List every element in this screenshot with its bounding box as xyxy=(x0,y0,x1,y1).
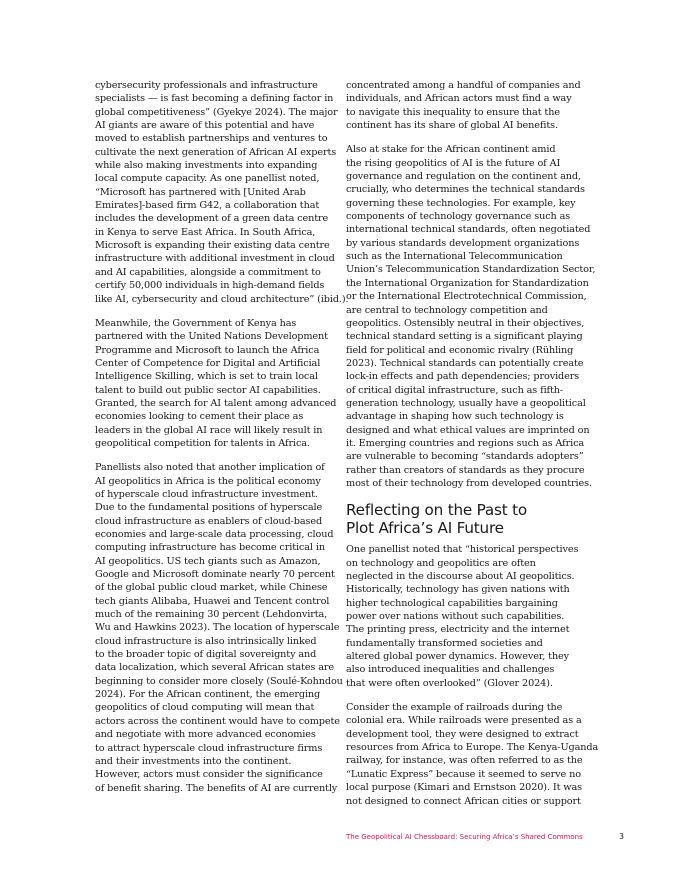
text-line: includes the development of a green data centre xyxy=(95,213,329,225)
right-column-before-heading xyxy=(346,79,596,490)
text-line: fundamentally transformed societies and xyxy=(346,637,543,649)
text-line: One panellist noted that “historical perspectives xyxy=(346,544,579,556)
text-line: geopolitics. Ostensibly neutral in their objectives, xyxy=(346,317,585,329)
text-line: to the broader topic of digital sovereignty and xyxy=(95,649,317,661)
text-line: not designed to connect African cities or support xyxy=(346,795,581,807)
text-line: moved to establish partnerships and ventures to xyxy=(95,133,328,145)
text-line: continent has its share of global AI benefits. xyxy=(346,120,558,132)
text-line: Granted, the search for AI talent among advanced xyxy=(95,397,337,409)
text-line: Also at stake for the African continent amid xyxy=(346,144,556,156)
text-line: concentrated among a handful of companies and xyxy=(346,80,581,91)
left-column xyxy=(95,79,349,806)
body-paragraph xyxy=(95,317,340,450)
text-line: altered global power dynamics. However, they xyxy=(346,651,570,663)
text-line: Emirates]-based firm G42, a collaboration that xyxy=(95,200,320,212)
text-line: of hyperscale cloud infrastructure investment. xyxy=(95,488,318,500)
text-line: Microsoft is expanding their existing data centre xyxy=(95,240,330,252)
text-line: economies and large-scale data processing, cloud xyxy=(95,529,334,540)
text-line: leaders in the global AI race will likely result in xyxy=(95,424,323,436)
page-number: 3 xyxy=(619,832,625,841)
text-line: computing infrastructure has become critical in xyxy=(95,542,325,554)
text-line: Due to the fundamental positions of hyperscale xyxy=(95,502,323,514)
section-heading xyxy=(346,501,586,537)
text-line: specialists — is fast becoming a defining factor in xyxy=(95,93,334,105)
text-line: cloud infrastructure is also intrinsically linked xyxy=(95,635,317,647)
text-line: generation technology, usually have a geopolitical xyxy=(346,397,586,409)
text-line: AI geopolitics in Africa is the political economy xyxy=(95,475,321,487)
text-line: designed and what ethical values are imprinted on xyxy=(346,424,590,436)
text-line: colonial era. While railroads were presented as a xyxy=(346,715,582,727)
text-line: while also making investments into expanding xyxy=(95,160,318,172)
text-line: partnered with the United Nations Development xyxy=(95,331,328,343)
text-line: Intelligence Skilling, which is set to train local xyxy=(95,371,318,383)
text-line: the rising geopolitics of AI is the future of AI xyxy=(346,157,561,169)
text-line: in Kenya to serve East Africa. In South Africa, xyxy=(95,226,316,238)
text-line: most of their technology from developed countries. xyxy=(346,477,592,489)
text-line: such as the International Telecommunication xyxy=(346,251,563,263)
text-line: However, actors must consider the significance xyxy=(95,769,323,781)
text-line: to navigate this inequality to ensure that the xyxy=(346,106,560,118)
right-column-after-heading xyxy=(346,543,599,808)
text-line: local compute capacity. As one panellist noted, xyxy=(95,173,320,185)
body-paragraph xyxy=(346,543,586,690)
text-line: “Lunatic Express” because it seemed to serve no xyxy=(346,768,581,780)
text-line: of the global public cloud market, while Chinese xyxy=(95,582,328,594)
text-line: advantage in shaping how such technology is xyxy=(346,411,564,423)
text-line: are vulnerable to becoming “standards adopters” xyxy=(346,451,584,463)
text-line: higher technological capabilities bargaining xyxy=(346,597,558,609)
text-line: cloud infrastructure as enablers of cloud-based xyxy=(95,515,323,527)
text-line: international technical standards, often negotiated xyxy=(346,224,591,236)
text-line: 2023). Technical standards can potentially create xyxy=(346,357,584,369)
text-line: infrastructure with additional investment in cloud xyxy=(95,253,335,265)
text-line: much of the remaining 30 percent (Lehdonvirta, xyxy=(95,609,328,621)
text-line: geopolitics of cloud computing will mean that xyxy=(95,702,315,714)
body-paragraph xyxy=(346,701,599,808)
text-line: crucially, who determines the technical standards xyxy=(346,184,585,196)
text-line: cultivate the next generation of African AI experts xyxy=(95,146,337,158)
text-line: data localization, which several African states are xyxy=(95,662,335,674)
text-line: Center of Competence for Digital and Artificial xyxy=(95,357,321,369)
text-line: on technology and geopolitics are often xyxy=(346,557,536,569)
right-column xyxy=(346,79,599,819)
text-line: 2024). For the African continent, the emerging xyxy=(95,689,321,701)
text-line: certify 50,000 individuals in high-demand fields xyxy=(95,280,325,292)
text-line: also introduced inequalities and challenges xyxy=(346,664,555,676)
text-line: Programme and Microsoft to launch the Africa xyxy=(95,344,320,356)
text-line: and negotiate with more advanced economies xyxy=(95,729,316,741)
text-line: and their investments into the continent. xyxy=(95,755,292,767)
body-paragraph xyxy=(95,461,343,795)
text-line: it. Emerging countries and regions such as Africa xyxy=(346,437,585,449)
text-line: field for political and economic rivalry (Rühling xyxy=(346,344,574,356)
text-line: that were often overlooked” (Glover 2024). xyxy=(346,677,553,689)
text-line: governance and regulation on the continent and, xyxy=(346,171,581,183)
text-line: Consider the example of railroads during the xyxy=(346,702,563,714)
text-line: of critical digital infrastructure, such as fifth- xyxy=(346,384,564,396)
text-line: AI geopolitics. US tech giants such as Amazon, xyxy=(95,555,321,567)
text-line: Google and Microsoft dominate nearly 70 percent xyxy=(95,569,335,581)
text-line: Meanwhile, the Government of Kenya has xyxy=(95,317,297,329)
text-line: tech giants Alibaba, Huawei and Tencent control xyxy=(95,595,330,607)
section-heading-line: Plot Africa’s AI Future xyxy=(346,519,504,538)
text-line: “Microsoft has partnered with [United Arab xyxy=(95,186,306,198)
text-line: and AI capabilities, alongside a commitment to xyxy=(95,266,321,278)
text-line: technical standard setting is a significant playing xyxy=(346,331,583,343)
text-line: lock-in effects and path dependencies; providers xyxy=(346,371,580,383)
text-line: development tool, they were designed to extract xyxy=(346,728,579,740)
text-line: talent to build out public sector AI capabilities. xyxy=(95,384,321,396)
text-line: are central to technology competition and xyxy=(346,304,548,316)
text-line: beginning to consider more closely (Soulé-Kohndou xyxy=(95,675,343,687)
text-line: Union’s Telecommunication Standardization Sector, xyxy=(346,264,596,276)
text-line: Historically, technology has given nations with xyxy=(346,584,570,596)
text-line: cybersecurity professionals and infrastructure xyxy=(95,80,318,91)
text-line: rather than creators of standards as they procure xyxy=(346,464,585,476)
text-line: neglected in the discourse about AI geopolitics. xyxy=(346,571,575,582)
text-line: resources from Africa to Europe. The Kenya-Uganda xyxy=(346,742,599,754)
text-line: of benefit sharing. The benefits of AI are currently xyxy=(95,782,338,794)
text-line: components of technology governance such as xyxy=(346,211,571,223)
text-line: Panellists also noted that another implication of xyxy=(95,462,325,474)
text-line: or the International Electrotechnical Commission, xyxy=(346,291,587,303)
text-line: global competitiveness” (Gyekye 2024). The major xyxy=(95,106,338,118)
body-paragraph xyxy=(346,79,586,132)
text-line: actors across the continent would have to compete xyxy=(95,715,340,727)
text-line: AI giants are aware of this potential and have xyxy=(95,120,315,132)
text-line: individuals, and African actors must find a way xyxy=(346,93,572,105)
text-line: local purpose (Kimari and Ernstson 2020). It was xyxy=(346,782,582,794)
text-line: the International Organization for Standardization xyxy=(346,277,589,289)
text-line: like AI, cybersecurity and cloud architecture” (ibid.). xyxy=(95,293,349,305)
text-line: geopolitical competition for talents in Africa. xyxy=(95,437,310,449)
text-line: Wu and Hawkins 2023). The location of hyperscale xyxy=(95,622,340,634)
body-paragraph xyxy=(95,79,349,306)
body-paragraph xyxy=(346,143,596,490)
section-heading-line: Reflecting on the Past to xyxy=(346,501,527,520)
text-line: power over nations without such capabilities. xyxy=(346,611,565,623)
text-line: governing these technologies. For example, key xyxy=(346,197,576,209)
footer-title: The Geopolitical AI Chessboard: Securing Africa’s Shared Commons xyxy=(346,833,583,841)
text-line: The printing press, electricity and the internet xyxy=(346,624,570,636)
text-line: by various standards development organizations xyxy=(346,237,580,249)
text-line: to attract hyperscale cloud infrastructure firms xyxy=(95,742,323,754)
text-line: railway, for instance, was often referred to as the xyxy=(346,755,583,767)
text-line: economies looking to cement their place as xyxy=(95,411,304,423)
